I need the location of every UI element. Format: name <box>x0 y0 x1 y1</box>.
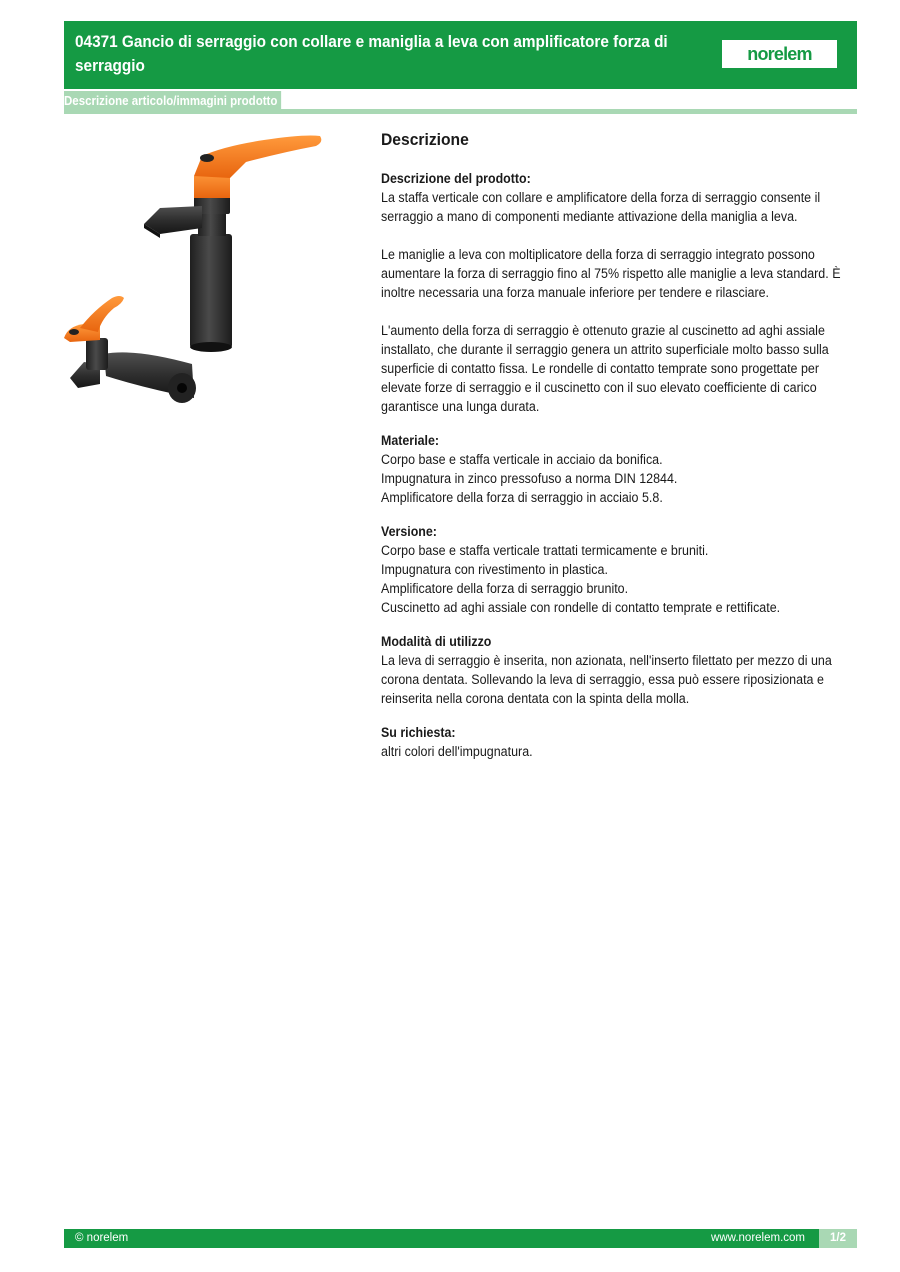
text-line: serraggio a mano di componenti mediante attivazione della maniglia a leva. <box>381 209 798 224</box>
block-heading: Su richiesta: <box>381 725 456 740</box>
description-block <box>381 723 853 761</box>
text-line: Amplificatore della forza di serraggio brunito. <box>381 581 629 596</box>
block-heading: Descrizione del prodotto: <box>381 171 531 186</box>
footer-copyright: © norelem <box>75 1232 129 1244</box>
block-paragraph <box>381 245 853 302</box>
block-paragraph <box>381 742 853 761</box>
block-paragraph <box>381 188 853 226</box>
product-title: 04371 Gancio di serraggio con collare e maniglia a leva con amplificatore forza di serraggio <box>75 33 668 75</box>
block-paragraph <box>381 541 853 617</box>
text-line: superficie di contatto fissa. Le rondelle di contatto temprate sono progettate per <box>381 361 820 376</box>
text-line: Impugnatura con rivestimento in plastica. <box>381 562 608 577</box>
norelem-logo <box>722 40 837 68</box>
upright-clamp <box>144 136 321 353</box>
text-line: reinserita nella corona dentata con la spinta della molla. <box>381 691 690 706</box>
description-block <box>381 169 853 416</box>
logo-text: norelem <box>747 43 812 64</box>
block-paragraph <box>381 651 853 708</box>
block-paragraph <box>381 450 853 507</box>
description-block <box>381 632 853 708</box>
text-line: Corpo base e staffa verticale in acciaio da bonifica. <box>381 452 663 467</box>
lying-clamp <box>64 296 196 403</box>
text-line: La staffa verticale con collare e amplificatore della forza di serraggio consente il <box>381 190 821 205</box>
footer-url[interactable]: www.norelem.com <box>711 1232 805 1244</box>
text-line: La leva di serraggio è inserita, non azionata, nell'inserto filettato per mezzo di una <box>381 653 832 668</box>
section-title: Descrizione <box>381 130 469 149</box>
text-line: L'aumento della forza di serraggio è ottenuto grazie al cuscinetto ad aghi assiale <box>381 323 825 338</box>
text-line: altri colori dell'impugnatura. <box>381 744 533 759</box>
description-block <box>381 522 853 617</box>
text-line: corona dentata. Sollevando la leva di serraggio, essa può essere riposizionata e <box>381 672 824 687</box>
text-line: elevate forze di serraggio e il cuscinetto con il suo elevato coefficiente di carico <box>381 380 817 395</box>
product-image <box>64 126 334 416</box>
text-line: aumentare la forza di serraggio fino al 75% rispetto alle maniglie a leva standard. È <box>381 266 841 281</box>
page-footer <box>64 1229 857 1248</box>
text-line: installato, che durante il serraggio genera un attrito superficiale molto basso sulla <box>381 342 829 357</box>
description-block <box>381 431 853 507</box>
text-line: Amplificatore della forza di serraggio in acciaio 5.8. <box>381 490 663 505</box>
page-number: 1/2 <box>819 1229 857 1248</box>
description-blocks <box>381 169 853 761</box>
text-line: Cuscinetto ad aghi assiale con rondelle di contatto temprate e rettificate. <box>381 600 781 615</box>
page-header <box>64 21 857 89</box>
block-heading: Materiale: <box>381 433 439 448</box>
text-line: inoltre necessaria una forza manuale inferiore per tendere e rilasciare. <box>381 285 770 300</box>
block-heading: Versione: <box>381 524 437 539</box>
text-line: Impugnatura in zinco pressofuso a norma DIN 12844. <box>381 471 678 486</box>
text-line: Le maniglie a leva con moltiplicatore della forza di serraggio integrato possono <box>381 247 815 262</box>
subheader-label: Descrizione articolo/immagini prodotto <box>64 91 281 111</box>
block-paragraph <box>381 321 853 416</box>
text-line: Corpo base e staffa verticale trattati termicamente e bruniti. <box>381 543 709 558</box>
clamp-illustration <box>64 126 334 416</box>
block-heading: Modalità di utilizzo <box>381 634 492 649</box>
text-line: garantisce una lunga durata. <box>381 399 540 414</box>
description-content <box>381 128 853 776</box>
